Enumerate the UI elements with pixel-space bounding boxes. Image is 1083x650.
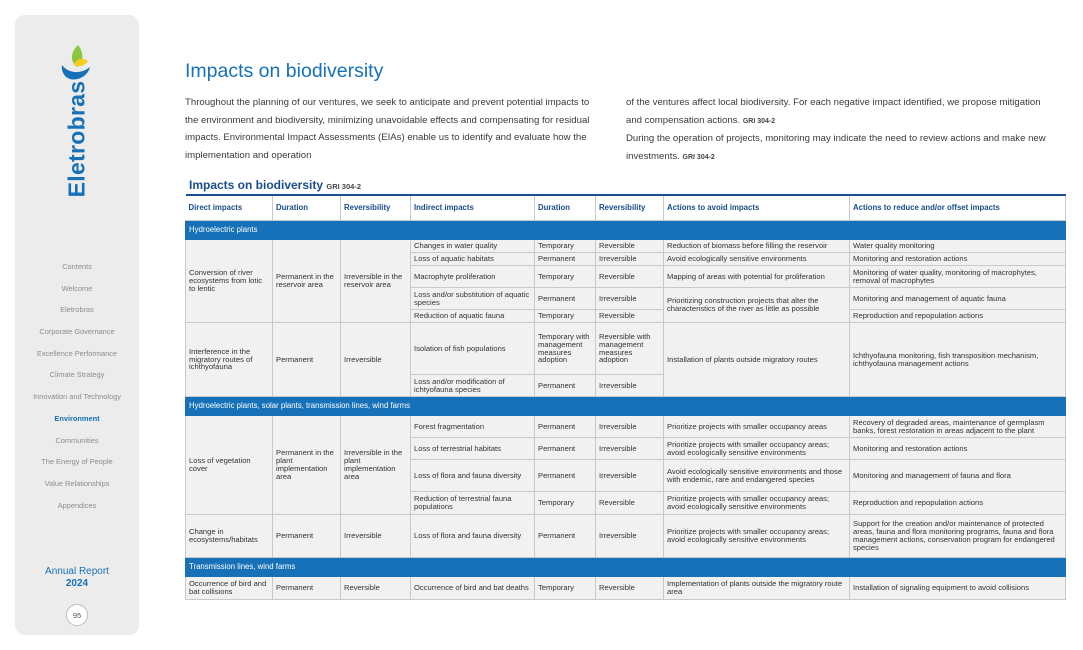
reduce-action-cell: Monitoring and management of aquatic fauna bbox=[850, 288, 1066, 310]
group-row bbox=[186, 221, 1066, 240]
header-duration: Duration bbox=[273, 195, 341, 221]
nav-item-contents[interactable]: Contents bbox=[62, 262, 92, 271]
indirect-impact-cell: Loss and/or substitution of aquatic species bbox=[411, 288, 535, 310]
avoid-action-cell: Implementation of plants outside the migratory route area bbox=[664, 577, 850, 600]
table-row bbox=[186, 323, 1066, 375]
avoid-action-cell: Prioritizing construction projects that alter the characteristics of the river as little as possible bbox=[664, 288, 850, 323]
avoid-action-cell: Installation of plants outside migratory routes bbox=[664, 323, 850, 397]
indirect-impact-cell: Reduction of terrestrial fauna populations bbox=[411, 492, 535, 515]
reversibility-cell: Irreversible bbox=[596, 375, 664, 397]
reduce-action-cell: Monitoring of water quality, monitoring of macrophytes, removal of macrophytes bbox=[850, 266, 1066, 288]
reversibility-cell: Irreversible bbox=[596, 253, 664, 266]
duration-cell: Permanent bbox=[273, 323, 341, 397]
avoid-action-cell: Prioritize projects with smaller occupancy areas; avoid ecologically sensitive environments bbox=[664, 515, 850, 558]
avoid-action-cell: Prioritize projects with smaller occupancy areas; avoid ecologically sensitive environments bbox=[664, 492, 850, 515]
duration-cell: Permanent bbox=[535, 375, 596, 397]
nav-item-value-relationships[interactable]: Value Relationships bbox=[44, 478, 110, 488]
header-indirect-impacts: Indirect impacts bbox=[411, 195, 535, 221]
group-row bbox=[186, 558, 1066, 577]
header-reversibility: Reversibility bbox=[596, 195, 664, 221]
reduce-action-cell: Installation of signaling equipment to avoid collisions bbox=[850, 577, 1066, 600]
reversibility-cell: Irreversible in the plant implementation area bbox=[341, 416, 411, 515]
indirect-impact-cell: Changes in water quality bbox=[411, 240, 535, 253]
annual-report-year: 2024 bbox=[65, 578, 89, 589]
reversibility-cell: Irreversible bbox=[596, 416, 664, 438]
reversibility-cell: Irreversible bbox=[596, 460, 664, 492]
reversibility-cell: Irreversible bbox=[596, 438, 664, 460]
reversibility-cell: Reversible bbox=[596, 240, 664, 253]
brand-wordmark: Eletrobras bbox=[63, 80, 90, 198]
reduce-action-cell: Support for the creation and/or maintenance of protected areas, fauna and flora monitoring programs, fauna and flora management actions, conservation program for endangered species bbox=[850, 515, 1066, 558]
intro-left-text: Throughout the planning of our ventures, we seek to anticipate and prevent potential impacts to the environment and biodiversity, minimizing unavoidable effects and compensating for residual impacts. Environmental Impact Assessments (EIAs) enable us to identify and evaluate how the implementation and operation bbox=[185, 97, 590, 161]
intro-right bbox=[626, 94, 1046, 166]
direct-impact-cell: Change in ecosystems/habitats bbox=[186, 515, 273, 558]
direct-impact-cell: Conversion of river ecosystems from lotic to lentic bbox=[186, 240, 273, 323]
nav-item-innovation-technology[interactable]: Innovation and Technology bbox=[33, 392, 121, 402]
duration-cell: Permanent bbox=[535, 416, 596, 438]
reversibility-cell: Irreversible bbox=[341, 515, 411, 558]
table-gri-tag: GRI 304-2 bbox=[326, 182, 361, 191]
gri-tag: GRI 304-2 bbox=[742, 117, 776, 125]
reduce-action-cell: Monitoring and management of fauna and flora bbox=[850, 460, 1066, 492]
header-actions-avoid: Actions to avoid impacts bbox=[664, 195, 850, 221]
indirect-impact-cell: Loss and/or modification of ichtyofauna species bbox=[411, 375, 535, 397]
group-label: Transmission lines, wind farms bbox=[186, 558, 1066, 577]
nav-item-climate-strategy[interactable]: Climate Strategy bbox=[49, 370, 105, 380]
reduce-action-cell: Monitoring and restoration actions bbox=[850, 438, 1066, 460]
reduce-action-cell: Recovery of degraded areas, maintenance of germplasm banks, forest restoration in areas adjacent to the plant bbox=[850, 416, 1066, 438]
intro-right-text-2: During the operation of projects, monitoring may indicate the need to review actions and make new investments. bbox=[626, 133, 1046, 162]
reversibility-cell: Reversible bbox=[596, 266, 664, 288]
indirect-impact-cell: Occurrence of bird and bat deaths bbox=[411, 577, 535, 600]
duration-cell: Permanent bbox=[273, 515, 341, 558]
duration-cell: Permanent in the plant implementation area bbox=[273, 416, 341, 515]
duration-cell: Temporary bbox=[535, 240, 596, 253]
reversibility-cell: Irreversible bbox=[596, 515, 664, 558]
nav-item-appendices[interactable]: Appendices bbox=[57, 500, 97, 510]
reduce-action-cell: Monitoring and restoration actions bbox=[850, 253, 1066, 266]
duration-cell: Permanent bbox=[535, 515, 596, 558]
avoid-action-cell: Prioritize projects with smaller occupancy areas; avoid ecologically sensitive environments bbox=[664, 438, 850, 460]
header-direct-impacts: Direct impacts bbox=[186, 195, 273, 221]
duration-cell: Temporary bbox=[535, 310, 596, 323]
reduce-action-cell: Reproduction and repopulation actions bbox=[850, 310, 1066, 323]
gri-tag: GRI 304-2 bbox=[682, 153, 715, 161]
reduce-action-cell: Water quality monitoring bbox=[850, 240, 1066, 253]
nav-item-welcome[interactable]: Welcome bbox=[61, 283, 93, 293]
indirect-impact-cell: Loss of aquatic habitats bbox=[411, 253, 535, 266]
group-label: Hydroelectric plants bbox=[186, 221, 1066, 240]
duration-cell: Permanent in the reservoir area bbox=[273, 240, 341, 323]
duration-cell: Permanent bbox=[273, 577, 341, 600]
eletrobras-logo-icon bbox=[58, 43, 92, 83]
table-row bbox=[186, 577, 1066, 600]
annual-report-label bbox=[15, 566, 139, 590]
header-reversibility: Reversibility bbox=[341, 195, 411, 221]
avoid-action-cell: Prioritize projects with smaller occupancy areas bbox=[664, 416, 850, 438]
direct-impact-cell: Occurrence of bird and bat collisions bbox=[186, 577, 273, 600]
intro-right-text-1: of the ventures affect local biodiversity. For each negative impact identified, we propose mitigation and compensation actions. bbox=[626, 97, 1041, 126]
duration-cell: Temporary with management measures adoption bbox=[535, 323, 596, 375]
group-label: Hydroelectric plants, solar plants, transmission lines, wind farms bbox=[186, 397, 1066, 416]
table-title bbox=[189, 178, 361, 192]
table-header-row bbox=[186, 195, 1066, 221]
direct-impact-cell: Interference in the migratory routes of ichthyofauna bbox=[186, 323, 273, 397]
nav-item-corporate-governance[interactable]: Corporate Governance bbox=[39, 327, 115, 337]
duration-cell: Permanent bbox=[535, 438, 596, 460]
duration-cell: Temporary bbox=[535, 577, 596, 600]
duration-cell: Permanent bbox=[535, 253, 596, 266]
annual-report-text: Annual Report bbox=[45, 566, 109, 577]
duration-cell: Temporary bbox=[535, 266, 596, 288]
intro-left bbox=[185, 94, 605, 164]
table-row bbox=[186, 416, 1066, 438]
sidebar-nav bbox=[15, 256, 139, 516]
header-duration: Duration bbox=[535, 195, 596, 221]
avoid-action-cell: Avoid ecologically sensitive environments and those with endemic, rare and endangered species bbox=[664, 460, 850, 492]
reversibility-cell: Reversible bbox=[596, 577, 664, 600]
indirect-impact-cell: Macrophyte proliferation bbox=[411, 266, 535, 288]
duration-cell: Permanent bbox=[535, 460, 596, 492]
nav-item-excellence-performance[interactable]: Excellence Performance bbox=[36, 348, 118, 358]
page-number: 95 bbox=[66, 604, 88, 626]
reduce-action-cell: Reproduction and repopulation actions bbox=[850, 492, 1066, 515]
nav-item-eletrobras[interactable]: Eletrobras bbox=[60, 305, 94, 315]
direct-impact-cell: Loss of vegetation cover bbox=[186, 416, 273, 515]
duration-cell: Permanent bbox=[535, 288, 596, 310]
reduce-action-cell: Ichthyofauna monitoring, fish transposition mechanism, ichthyofauna management actions bbox=[850, 323, 1066, 397]
table-row bbox=[186, 240, 1066, 253]
nav-item-environment[interactable]: Environment bbox=[54, 413, 100, 423]
indirect-impact-cell: Loss of flora and fauna diversity bbox=[411, 460, 535, 492]
indirect-impact-cell: Forest fragmentation bbox=[411, 416, 535, 438]
duration-cell: Temporary bbox=[535, 492, 596, 515]
reversibility-cell: Reversible bbox=[341, 577, 411, 600]
avoid-action-cell: Avoid ecologically sensitive environments bbox=[664, 253, 850, 266]
table-row bbox=[186, 515, 1066, 558]
avoid-action-cell: Reduction of biomass before filling the reservoir bbox=[664, 240, 850, 253]
header-actions-reduce: Actions to reduce and/or offset impacts bbox=[850, 195, 1066, 221]
avoid-action-cell: Mapping of areas with potential for proliferation bbox=[664, 266, 850, 288]
indirect-impact-cell: Reduction of aquatic fauna bbox=[411, 310, 535, 323]
reversibility-cell: Reversible bbox=[596, 310, 664, 323]
indirect-impact-cell: Isolation of fish populations bbox=[411, 323, 535, 375]
indirect-impact-cell: Loss of terrestrial habitats bbox=[411, 438, 535, 460]
group-row bbox=[186, 397, 1066, 416]
reversibility-cell: Reversible with management measures adoption bbox=[596, 323, 664, 375]
indirect-impact-cell: Loss of flora and fauna diversity bbox=[411, 515, 535, 558]
reversibility-cell: Irreversible bbox=[341, 323, 411, 397]
nav-item-energy-of-people[interactable]: The Energy of People bbox=[41, 457, 113, 467]
table-title-text: Impacts on biodiversity bbox=[189, 178, 324, 192]
page-title: Impacts on biodiversity bbox=[185, 60, 384, 82]
reversibility-cell: Irreversible bbox=[596, 288, 664, 310]
reversibility-cell: Reversible bbox=[596, 492, 664, 515]
nav-item-communities[interactable]: Communities bbox=[55, 435, 99, 445]
reversibility-cell: Irreversible in the reservoir area bbox=[341, 240, 411, 323]
biodiversity-table bbox=[185, 194, 1066, 600]
